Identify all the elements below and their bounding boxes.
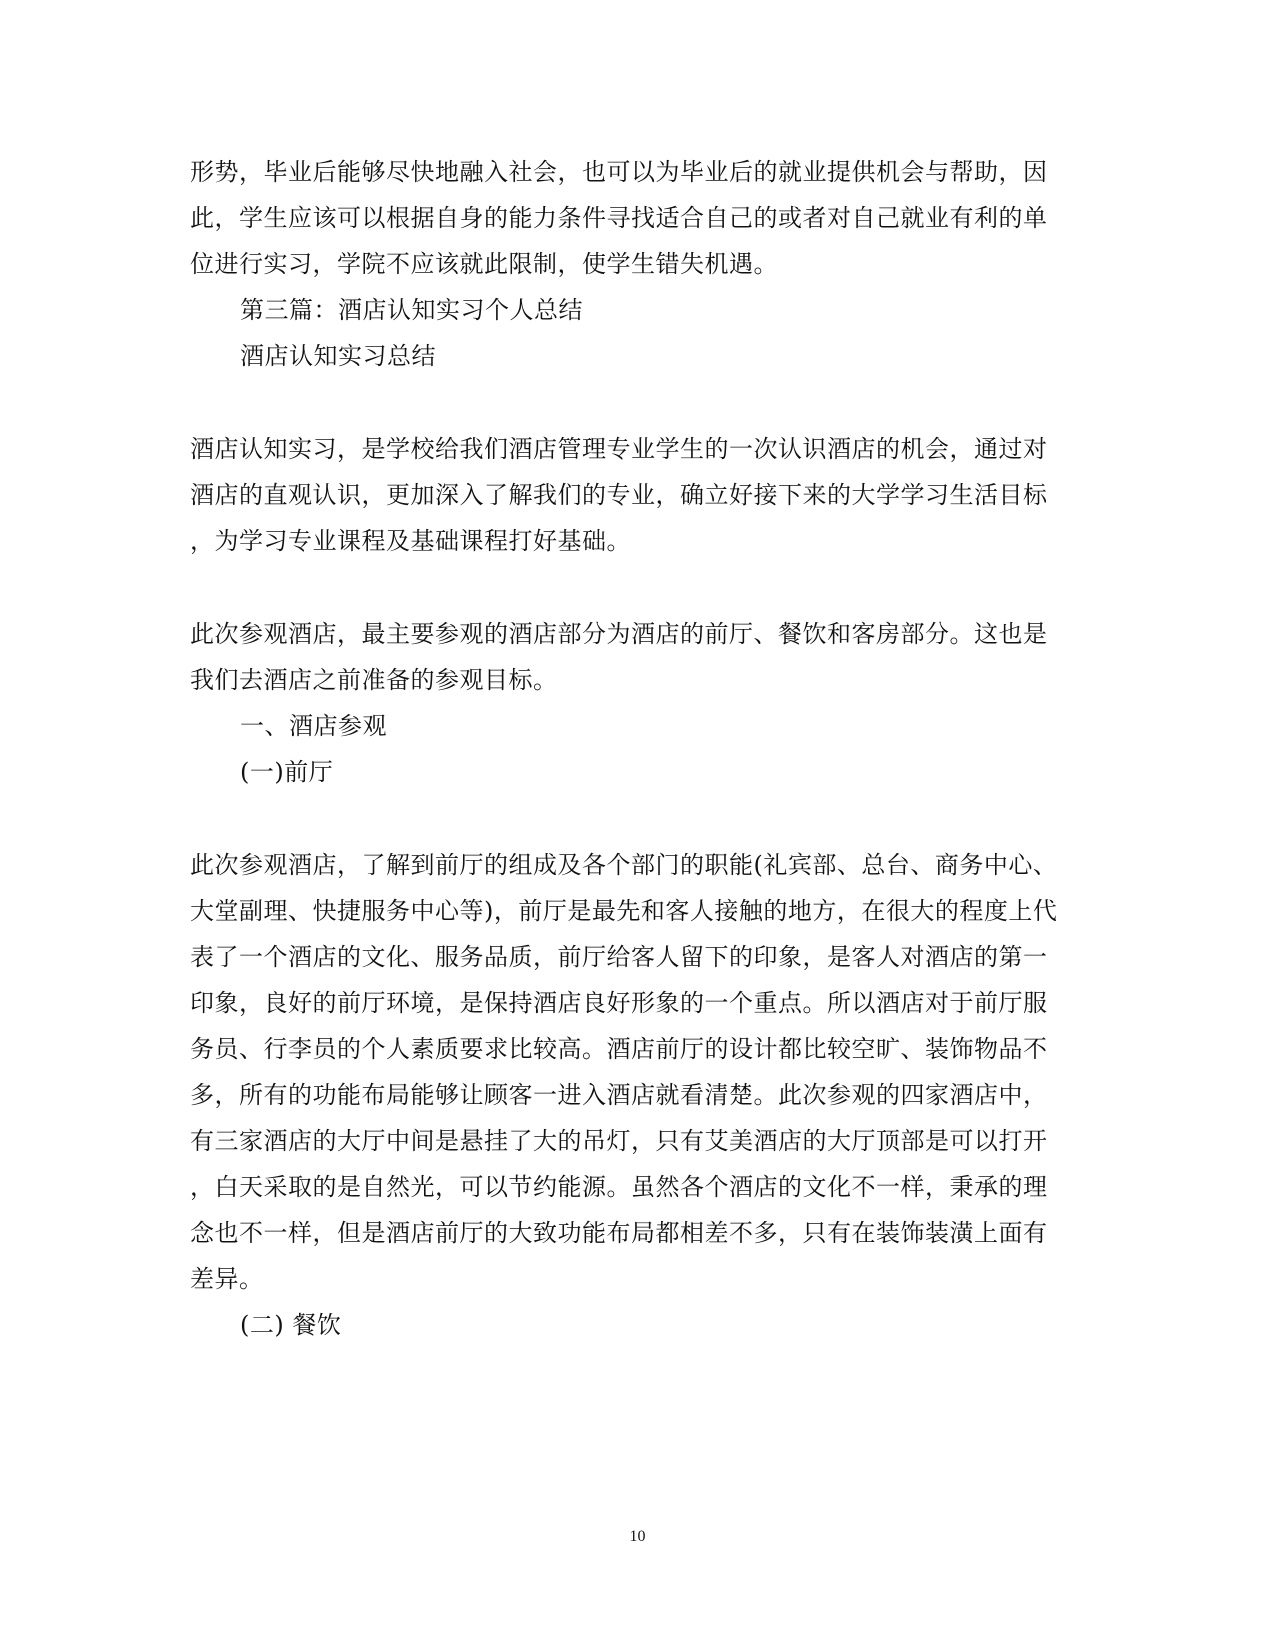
paragraph-4-line-7: 有三家酒店的大厅中间是悬挂了大的吊灯，只有艾美酒店的大厅顶部是可以打开 bbox=[190, 1127, 1048, 1155]
paragraph-1-line-1: 形势，毕业后能够尽快地融入社会，也可以为毕业后的就业提供机会与帮助，因 bbox=[190, 158, 1048, 186]
paragraph-4-line-2: 大堂副理、快捷服务中心等)，前厅是最先和客人接触的地方，在很大的程度上代 bbox=[190, 897, 1058, 925]
heading-internship-summary: 酒店认知实习总结 bbox=[240, 342, 436, 370]
paragraph-4-line-8: ，白天采取的是自然光，可以节约能源。虽然各个酒店的文化不一样，秉承的理 bbox=[190, 1173, 1048, 1201]
paragraph-4-line-10: 差异。 bbox=[190, 1265, 264, 1293]
paragraph-4-line-3: 表了一个酒店的文化、服务品质，前厅给客人留下的印象，是客人对酒店的第一 bbox=[190, 943, 1048, 971]
paragraph-2-line-2: 酒店的直观认识，更加深入了解我们的专业，确立好接下来的大学学习生活目标 bbox=[190, 481, 1048, 509]
paragraph-4-line-6: 多，所有的功能布局能够让顾客一进入酒店就看清楚。此次参观的四家酒店中， bbox=[190, 1081, 1048, 1109]
paragraph-4-line-4: 印象，良好的前厅环境，是保持酒店良好形象的一个重点。所以酒店对于前厅服 bbox=[190, 989, 1048, 1017]
paragraph-2-line-3: ，为学习专业课程及基础课程打好基础。 bbox=[190, 527, 631, 555]
heading-part-three: 第三篇：酒店认知实习个人总结 bbox=[240, 296, 583, 324]
heading-front-office: (一)前厅 bbox=[240, 758, 334, 786]
heading-dining: (二) 餐饮 bbox=[240, 1311, 342, 1339]
paragraph-4-line-1: 此次参观酒店，了解到前厅的组成及各个部门的职能(礼宾部、总台、商务中心、 bbox=[190, 851, 1058, 879]
paragraph-3-line-1: 此次参观酒店，最主要参观的酒店部分为酒店的前厅、餐饮和客房部分。这也是 bbox=[190, 620, 1048, 648]
heading-hotel-visit: 一、酒店参观 bbox=[240, 712, 387, 740]
paragraph-1-line-2: 此，学生应该可以根据自身的能力条件寻找适合自己的或者对自己就业有利的单 bbox=[190, 204, 1048, 232]
page-number: 10 bbox=[629, 1528, 646, 1545]
paragraph-3-line-2: 我们去酒店之前准备的参观目标。 bbox=[190, 666, 558, 694]
paragraph-2-line-1: 酒店认知实习，是学校给我们酒店管理专业学生的一次认识酒店的机会，通过对 bbox=[190, 435, 1048, 463]
paragraph-1-line-3: 位进行实习，学院不应该就此限制，使学生错失机遇。 bbox=[190, 250, 778, 278]
paragraph-4-line-5: 务员、行李员的个人素质要求比较高。酒店前厅的设计都比较空旷、装饰物品不 bbox=[190, 1035, 1048, 1063]
paragraph-4-line-9: 念也不一样，但是酒店前厅的大致功能布局都相差不多，只有在装饰装潢上面有 bbox=[190, 1219, 1048, 1247]
